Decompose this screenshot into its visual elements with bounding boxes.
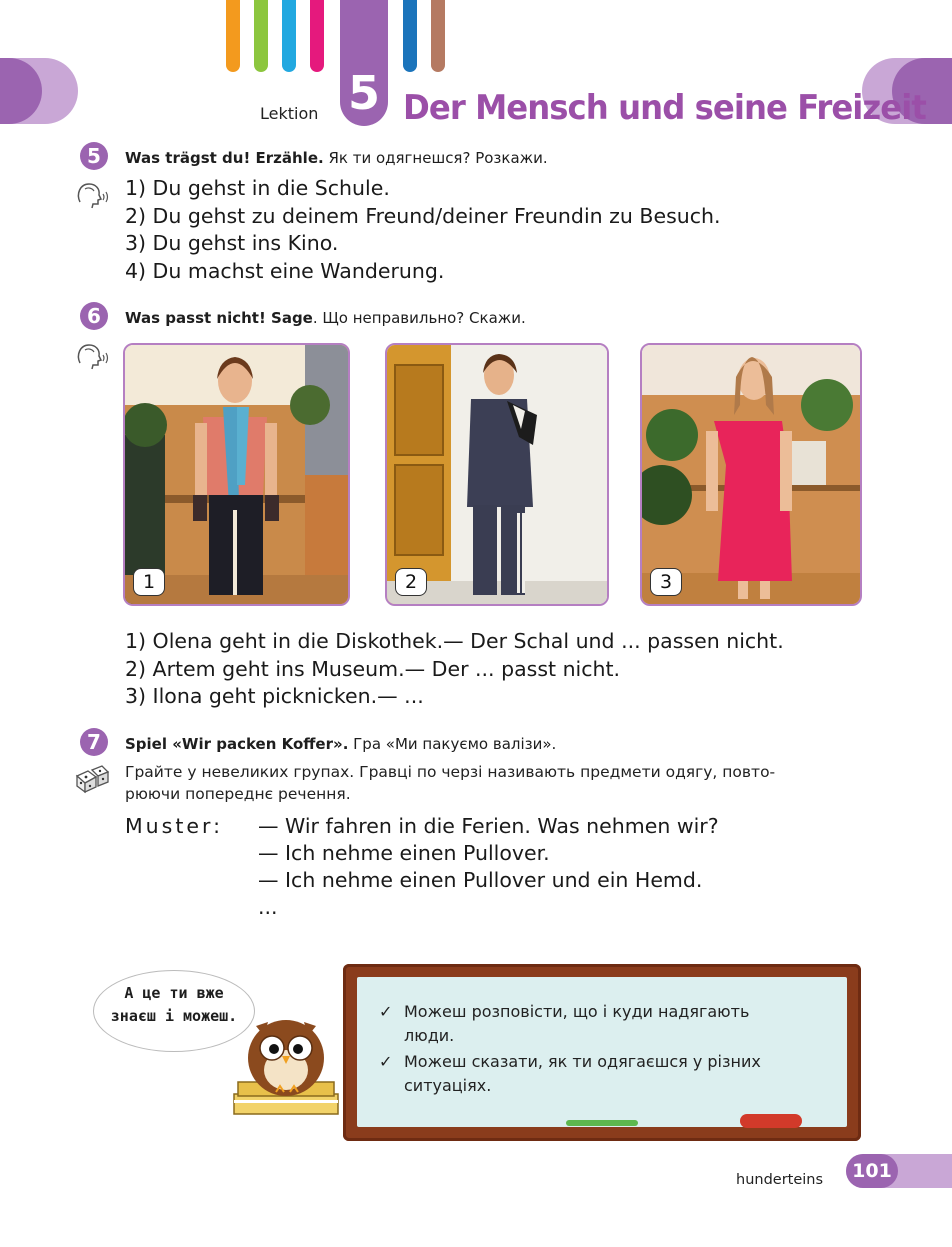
task-6-badge: 6	[80, 302, 108, 330]
stripe-blue	[282, 0, 296, 72]
stripe-brown	[431, 0, 445, 72]
speaking-head-icon	[74, 180, 110, 210]
chalk-icon	[566, 1118, 640, 1128]
muster-line-2: — Ich nehme einen Pullover.	[258, 841, 550, 865]
task-5-item-2: 2) Du gehst zu deinem Freund/deiner Freundin zu Besuch.	[125, 204, 721, 228]
lesson-number: 5	[347, 66, 380, 120]
bubble-line-2: знаєш і можеш.	[110, 1007, 238, 1025]
lektion-label: Lektion	[260, 104, 319, 123]
task-6-item-1: 1) Olena geht in die Diskothek.— Der Schal und ... passen nicht.	[125, 629, 784, 653]
check-item-1-line-2: люди.	[404, 1026, 455, 1045]
muster-line-4: ...	[258, 895, 278, 919]
stripe-darkblue	[403, 0, 417, 72]
task-7-instruction-2: рюючи попереднє речення.	[125, 785, 351, 803]
task-7-instruction-1: Грайте у невеликих групах. Гравці по черзі називають предмети одягу, повто-	[125, 763, 776, 781]
bubble-line-1: А це ти вже	[124, 984, 224, 1002]
photo-girl-dress	[640, 343, 862, 606]
photo-label-2: 2	[395, 568, 427, 596]
stripe-green	[254, 0, 268, 72]
muster-line-1: — Wir fahren in die Ferien. Was nehmen wir?	[258, 814, 719, 838]
task-5-item-1: 1) Du gehst in die Schule.	[125, 176, 390, 200]
task-6-item-2: 2) Artem geht ins Museum.— Der ... passt nicht.	[125, 657, 621, 681]
dice-icon	[74, 764, 110, 794]
muster-line-3: — Ich nehme einen Pullover und ein Hemd.	[258, 868, 703, 892]
chapter-title: Der Mensch und seine Freizeit	[403, 88, 926, 128]
eraser-icon	[740, 1112, 804, 1130]
task-5-item-3: 3) Du gehst ins Kino.	[125, 231, 339, 255]
task-6-item-3: 3) Ilona geht picknicken.— ...	[125, 684, 424, 708]
task-5-heading: Was trägst du! Erzähle. Як ти одягнешся? Розкажи.	[125, 149, 548, 167]
photo-boy-tracksuit	[385, 343, 609, 606]
photo-label-1: 1	[133, 568, 165, 596]
check-item-1-line-1: Можеш розповісти, що і куди надягають	[404, 1002, 750, 1021]
task-5-badge: 5	[80, 142, 108, 170]
page-number: 101	[852, 1160, 892, 1182]
photo-girl-scarf	[123, 343, 350, 606]
task-5-item-4: 4) Du machst eine Wanderung.	[125, 259, 445, 283]
check-item-2-line-1: Можеш сказати, як ти одягаєшся у різних	[404, 1052, 761, 1071]
speaking-head-icon	[74, 341, 110, 371]
check-mark-2: ✓	[379, 1052, 393, 1071]
muster-label: Muster:	[125, 814, 223, 838]
task-7-badge: 7	[80, 728, 108, 756]
page-word: hunderteins	[736, 1172, 824, 1188]
owl-on-books-illustration	[228, 1014, 342, 1118]
check-mark-1: ✓	[379, 1002, 393, 1021]
stripe-orange	[226, 0, 240, 72]
photo-label-3: 3	[650, 568, 682, 596]
stripe-pink	[310, 0, 324, 72]
task-7-heading: Spiel «Wir packen Koffer». Гра «Ми пакуємо валізи».	[125, 735, 557, 753]
check-item-2-line-2: ситуаціях.	[404, 1076, 492, 1095]
task-6-heading: Was passt nicht! Sage. Що неправильно? Скажи.	[125, 309, 526, 327]
